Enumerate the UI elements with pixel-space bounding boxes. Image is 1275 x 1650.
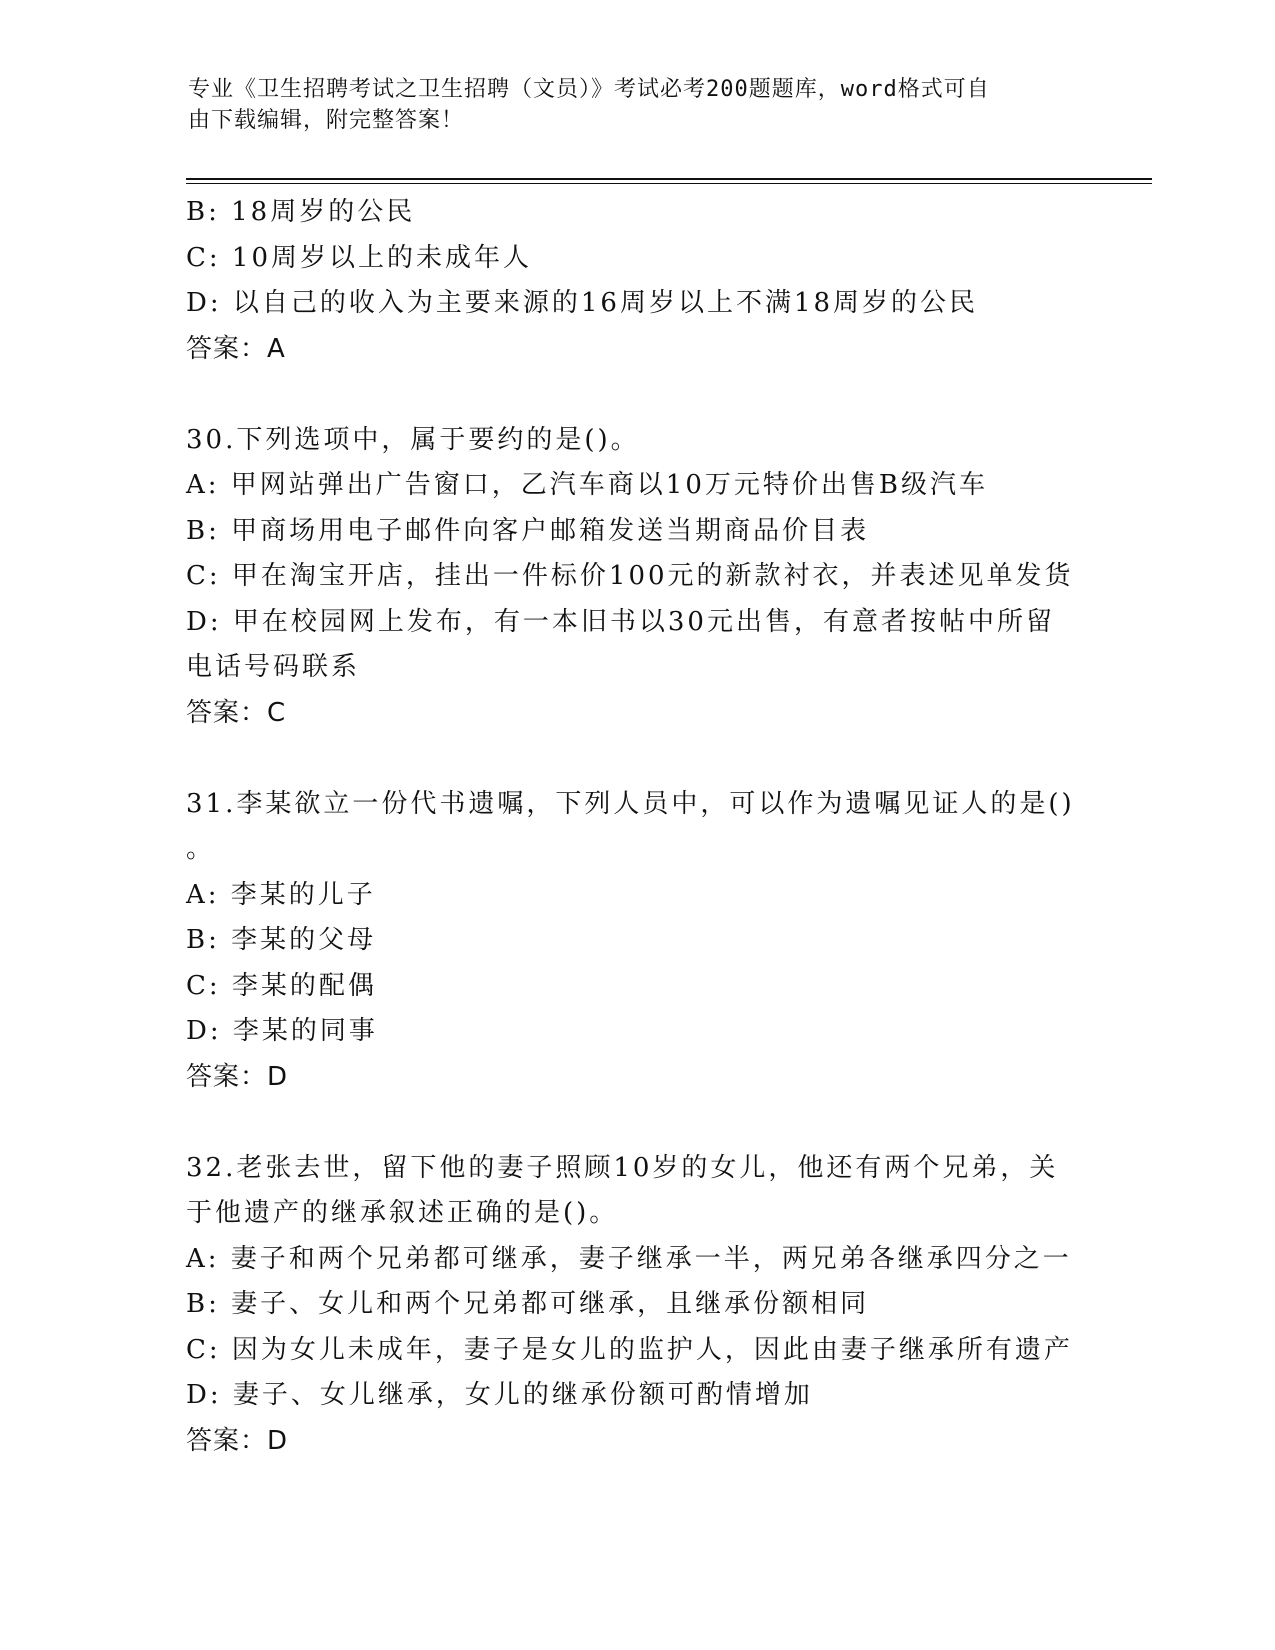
option-c: C: 因为女儿未成年，妻子是女儿的监护人，因此由妻子继承所有遗产 — [186, 1334, 1073, 1365]
header-line: 专业《卫生招聘考试之卫生招聘（文员）》考试必考200题题库，word格式可自 — [188, 77, 990, 102]
document-header — [188, 74, 1068, 136]
answer-line: 答案：A — [186, 333, 286, 364]
option-b: B: 妻子、女儿和两个兄弟都可继承，且继承份额相同 — [186, 1289, 870, 1319]
question-stem-continued: 于他遗产的继承叙述正确的是()。 — [186, 1198, 619, 1228]
question-30 — [186, 418, 1086, 737]
option-d: D: 妻子、女儿继承，女儿的继承份额可酌情增加 — [186, 1380, 813, 1410]
option-d: D: 李某的同事 — [186, 1016, 378, 1046]
question-stem-continued: 。 — [186, 834, 216, 864]
question-content — [186, 190, 1086, 1464]
option-a: A: 妻子和两个兄弟都可继承，妻子继承一半，两兄弟各继承四分之一 — [186, 1243, 1072, 1274]
option-c: C: 10周岁以上的未成年人 — [186, 242, 533, 273]
question-31 — [186, 782, 1086, 1101]
question-previous — [186, 190, 1086, 372]
question-stem: 30.下列选项中，属于要约的是()。 — [186, 424, 640, 455]
answer-line: 答案：D — [186, 1425, 289, 1456]
option-b: B: 18周岁的公民 — [186, 197, 416, 227]
answer-line: 答案：D — [186, 1061, 289, 1092]
option-d: D: 甲在校园网上发布，有一本旧书以30元出售，有意者按帖中所留 — [186, 606, 1055, 637]
option-b: B: 甲商场用电子邮件向客户邮箱发送当期商品价目表 — [186, 515, 870, 546]
header-rule-thin — [186, 183, 1152, 184]
header-rule — [186, 178, 1152, 180]
question-stem: 31.李某欲立一份代书遗嘱，下列人员中，可以作为遗嘱见证人的是() — [186, 788, 1075, 819]
question-32 — [186, 1146, 1086, 1465]
option-a: A: 甲网站弹出广告窗口，乙汽车商以10万元特价出售B级汽车 — [186, 470, 988, 500]
question-stem: 32.老张去世，留下他的妻子照顾10岁的女儿，他还有两个兄弟，关 — [186, 1152, 1059, 1183]
option-a: A: 李某的儿子 — [186, 879, 376, 910]
header-line: 由下载编辑，附完整答案！ — [188, 108, 465, 133]
option-c: C: 李某的配偶 — [186, 970, 377, 1001]
option-c: C: 甲在淘宝开店，挂出一件标价100元的新款衬衣，并表述见单发货 — [186, 561, 1074, 591]
option-d-continued: 电话号码联系 — [186, 652, 361, 682]
option-b: B: 李某的父母 — [186, 925, 377, 955]
answer-line: 答案：C — [186, 697, 287, 728]
option-d: D: 以自己的收入为主要来源的16周岁以上不满18周岁的公民 — [186, 288, 979, 318]
